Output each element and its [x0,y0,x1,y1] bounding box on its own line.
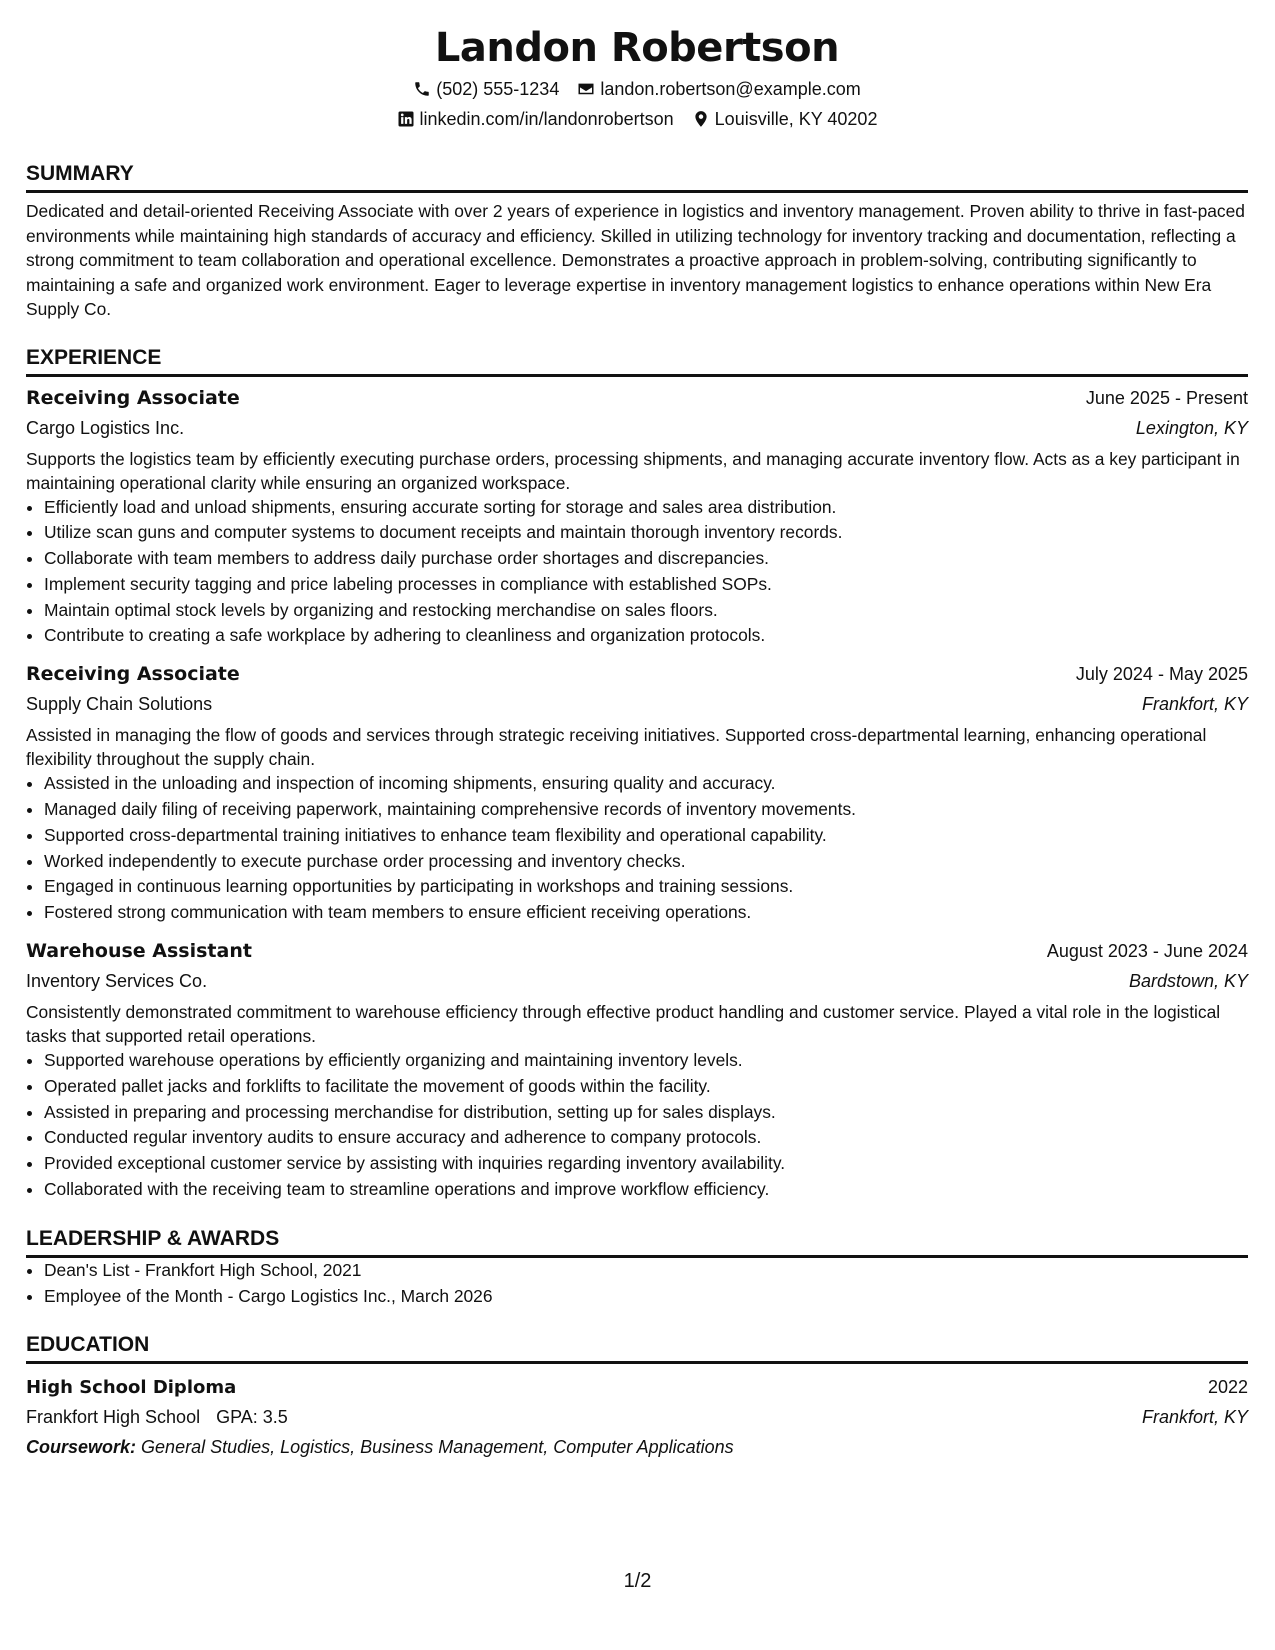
job-description: Consistently demonstrated commitment to warehouse efficiency through effective product handling and customer service. Played a vital role in the logistical tasks that supported retail operations. [26,1002,1221,1047]
education-header [26,1372,1248,1402]
section-title-summary: SUMMARY [26,160,1248,193]
list-item: • Collaborated with the receiving team to streamline operations and improve workflow efficiency. [44,1177,1248,1203]
education-school-group [26,1402,288,1432]
list-item: • Engaged in continuous learning opportunities by participating in workshops and training sessions. [44,874,1248,900]
job-entry [26,659,1248,926]
job-entry [26,383,1248,650]
list-item: • Collaborate with team members to address daily purchase order shortages and discrepancies. [44,546,1248,572]
linkedin-text[interactable]: linkedin.com/in/landonrobertson [419,109,674,129]
envelope-icon [577,80,595,98]
education-gpa: GPA: 3.5 [216,1407,288,1428]
job-dates: June 2025 - Present [1085,387,1248,408]
list-item: • Worked independently to execute purchase order processing and inventory checks. [44,849,1248,875]
list-item: • Provided exceptional customer service by assisting with inquiries regarding inventory availability. [44,1151,1248,1177]
job-dates: August 2023 - June 2024 [1046,941,1248,962]
email-contact[interactable] [577,76,860,102]
list-item: • Assisted in preparing and processing merchandise for distribution, setting up for sales displays. [44,1100,1248,1126]
education-school: Frankfort High School [26,1407,201,1428]
education-degree: High School Diploma [26,1377,237,1399]
list-item: • Managed daily filing of receiving paperwork, maintaining comprehensive records of inventory movements. [44,797,1248,823]
job-company: Cargo Logistics Inc. [26,417,185,438]
contact-row-2 [26,106,1248,132]
job-header [26,659,1248,689]
phone-contact [413,76,559,102]
job-location: Bardstown, KY [1128,971,1248,992]
job-entry [26,936,1248,1203]
list-item: • Contribute to creating a safe workplace by adhering to cleanliness and organization protocols. [44,623,1248,649]
job-description: Assisted in managing the flow of goods and services through strategic receiving initiatives. Supported cross-departmental learning, enhancing operational flexibility throughout the supply chain. [26,725,1207,770]
job-location: Lexington, KY [1135,417,1248,438]
job-description: Supports the logistics team by efficiently executing purchase orders, processing shipments, and managing accurate inventory flow. Acts as a key participant in maintaining operational clarity while ensuring an organized workspace. [26,448,1240,493]
education-section [26,1331,1248,1462]
map-pin-icon [692,110,710,128]
job-subheader [26,413,1248,443]
list-item: • Implement security tagging and price labeling processes in compliance with established SOPs. [44,572,1248,598]
education-subheader [26,1402,1248,1432]
page-number: 1/2 [623,1570,652,1592]
section-title-experience: EXPERIENCE [26,344,1248,377]
list-item: • Utilize scan guns and computer systems to document receipts and maintain thorough inventory records. [44,520,1248,546]
job-location: Frankfort, KY [1141,694,1248,715]
summary-section [26,160,1248,322]
list-item: • Fostered strong communication with team members to ensure efficient receiving operations. [44,900,1248,926]
job-subheader [26,966,1248,996]
location-text: Louisville, KY 40202 [714,109,878,129]
summary-text: Dedicated and detail-oriented Receiving Associate with over 2 years of experience in logistics and inventory management. Proven ability to thrive in fast-paced environments while maintaining high standards of accuracy and efficiency. Skilled in utilizing technology for inventory tracking and documentation, reflecting a strong commitment to team collaboration and operational excellence. Demonstrates a proactive approach in problem-solving, contributing significantly to maintaining a safe and organized work environment. Eager to leverage expertise in inventory management logistics to enhance operations within New Era Supply Co. [26,201,1245,319]
job-dates: July 2024 - May 2025 [1075,664,1248,685]
location-contact [692,106,878,132]
linkedin-contact[interactable] [397,106,674,132]
phone-icon [413,80,431,98]
list-item: • Conducted regular inventory audits to ensure accuracy and adherence to company protocols. [44,1125,1248,1151]
education-location: Frankfort, KY [1141,1407,1248,1428]
experience-section [26,344,1248,1203]
coursework-list: General Studies, Logistics, Business Management, Computer Applications [141,1437,734,1458]
job-title: Receiving Associate [26,663,240,686]
list-item: • Supported cross-departmental training initiatives to enhance team flexibility and operational capability. [44,823,1248,849]
coursework-label: Coursework: [26,1437,137,1458]
job-subheader [26,689,1248,719]
job-title: Receiving Associate [26,386,240,409]
awards-section [26,1225,1248,1310]
section-title-awards: LEADERSHIP & AWARDS [26,1225,1248,1258]
education-entry [26,1372,1248,1462]
list-item: • Dean's List - Frankfort High School, 2021 [44,1258,1248,1284]
job-bullets [26,771,1248,926]
resume-page [26,22,1248,1462]
candidate-name: Landon Robertson [434,25,840,71]
job-company: Inventory Services Co. [26,971,208,992]
contact-row-1 [26,76,1248,102]
job-header [26,936,1248,966]
education-year: 2022 [1207,1377,1248,1398]
job-bullets [26,495,1248,650]
job-title: Warehouse Assistant [26,940,252,963]
list-item: • Employee of the Month - Cargo Logistics Inc., March 2026 [44,1284,1248,1310]
list-item: • Operated pallet jacks and forklifts to facilitate the movement of goods within the facility. [44,1074,1248,1100]
education-coursework [26,1432,1248,1462]
list-item: • Assisted in the unloading and inspection of incoming shipments, ensuring quality and accuracy. [44,771,1248,797]
job-header [26,383,1248,413]
list-item: • Supported warehouse operations by efficiently organizing and maintaining inventory levels. [44,1048,1248,1074]
list-item: • Efficiently load and unload shipments, ensuring accurate sorting for storage and sales area distribution. [44,495,1248,521]
phone-text: (502) 555-1234 [436,79,560,99]
job-bullets [26,1048,1248,1203]
linkedin-icon [397,110,415,128]
section-title-education: EDUCATION [26,1331,1248,1364]
job-company: Supply Chain Solutions [26,694,213,715]
list-item: • Maintain optimal stock levels by organizing and restocking merchandise on sales floors. [44,598,1248,624]
awards-list [26,1258,1248,1310]
email-text[interactable]: landon.robertson@example.com [600,79,861,99]
